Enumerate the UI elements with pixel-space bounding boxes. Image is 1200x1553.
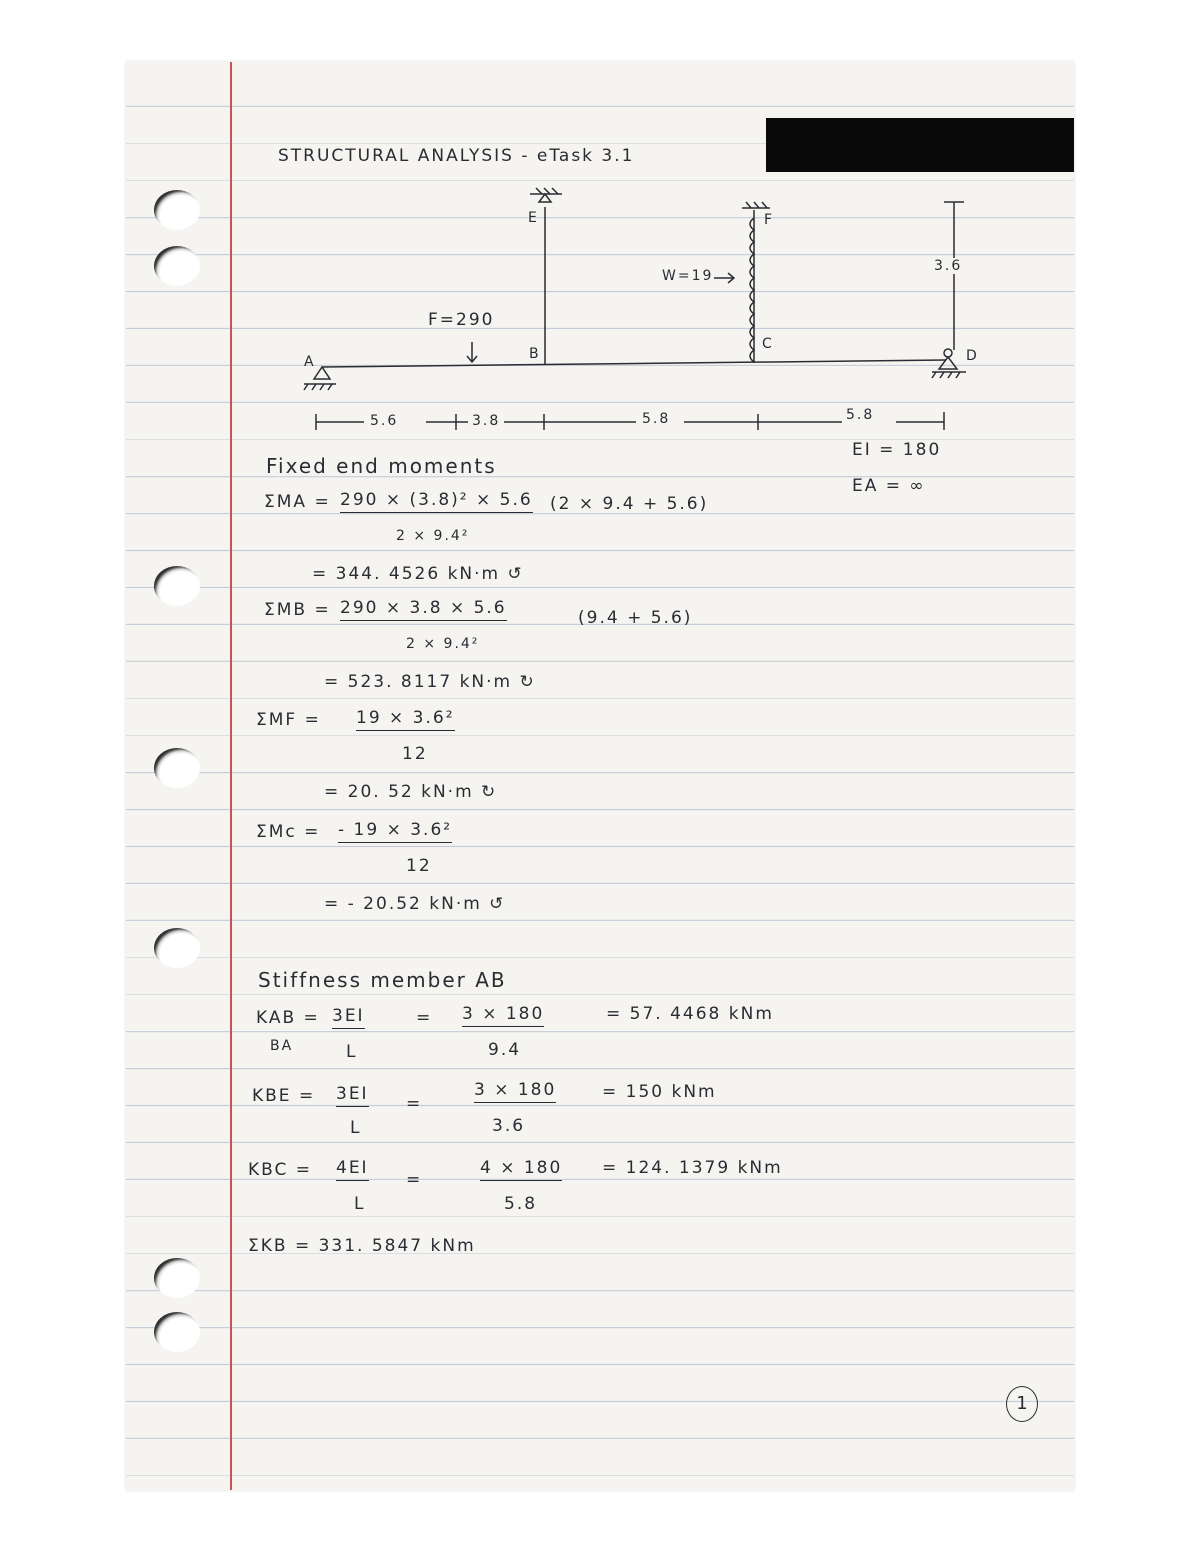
mc-result: = - 20.52 kN·m ↺ xyxy=(324,894,506,914)
mb-numerator: 290 × 3.8 × 5.6 xyxy=(340,598,507,621)
kbc-label: KBC = xyxy=(248,1160,313,1180)
kbe-formula-numerator: 3EI xyxy=(336,1084,369,1107)
kbc-denominator: 5.8 xyxy=(504,1194,538,1214)
kab-denominator: 9.4 xyxy=(488,1040,522,1060)
kbc-formula-denominator: L xyxy=(354,1194,366,1214)
binder-hole xyxy=(154,1258,200,1298)
span-label: 5.6 xyxy=(370,413,399,429)
binder-hole xyxy=(154,1312,200,1352)
point-load-label: F=290 xyxy=(428,310,495,330)
mf-numerator: 19 × 3.6² xyxy=(356,708,455,731)
kbc-formula-numerator: 4EI xyxy=(336,1158,369,1181)
mc-denominator: 12 xyxy=(406,856,432,876)
node-label-f: F xyxy=(764,212,775,228)
node-label-a: A xyxy=(304,354,316,370)
kab-result: = 57. 4468 kNm xyxy=(606,1004,774,1024)
notebook-page xyxy=(126,62,1074,1490)
ma-factor: (2 × 9.4 + 5.6) xyxy=(550,494,709,514)
stiffness-heading: Stiffness member AB xyxy=(258,968,507,992)
node-label-b: B xyxy=(529,346,541,362)
mb-label: ΣMB = xyxy=(264,600,331,620)
binder-hole xyxy=(154,566,200,606)
span-label: 3.8 xyxy=(472,413,501,429)
mb-factor: (9.4 + 5.6) xyxy=(578,608,693,628)
beam-line xyxy=(322,360,946,367)
mf-label: ΣMF = xyxy=(256,710,321,730)
mc-label: ΣMc = xyxy=(256,822,321,842)
ma-denominator: 2 × 9.4² xyxy=(396,528,470,544)
kab-equals: = xyxy=(416,1008,433,1028)
mf-result: = 20. 52 kN·m ↻ xyxy=(324,782,498,802)
kab-formula-numerator: 3EI xyxy=(332,1006,365,1029)
kbe-numerator: 3 × 180 xyxy=(474,1080,556,1103)
pin-support-a xyxy=(314,367,330,379)
kbe-denominator: 3.6 xyxy=(492,1116,526,1136)
ma-label: ΣMA = xyxy=(264,492,331,512)
mc-numerator: - 19 × 3.6² xyxy=(338,820,452,843)
page-title: STRUCTURAL ANALYSIS - eTask 3.1 xyxy=(278,146,635,166)
property-ei: EI = 180 xyxy=(852,440,942,460)
kbe-formula-denominator: L xyxy=(350,1118,362,1138)
node-label-c: C xyxy=(762,336,774,352)
ma-numerator: 290 × (3.8)² × 5.6 xyxy=(340,490,533,513)
kbe-equals: = xyxy=(406,1094,423,1114)
mf-denominator: 12 xyxy=(402,744,428,764)
span-label: 5.8 xyxy=(642,411,671,427)
property-ea: EA = ∞ xyxy=(852,476,926,496)
binder-hole xyxy=(154,928,200,968)
mb-result: = 523. 8117 kN·m ↻ xyxy=(324,672,536,692)
fixed-end-heading: Fixed end moments xyxy=(266,454,497,478)
node-label-d: D xyxy=(966,348,979,364)
kbe-result: = 150 kNm xyxy=(602,1082,717,1102)
kab-subscript: BA xyxy=(270,1038,294,1054)
kbc-numerator: 4 × 180 xyxy=(480,1158,562,1181)
kbc-result: = 124. 1379 kNm xyxy=(602,1158,783,1178)
ma-result: = 344. 4526 kN·m ↺ xyxy=(312,564,524,584)
kab-label: KAB = xyxy=(256,1008,320,1028)
mb-denominator: 2 × 9.4² xyxy=(406,636,480,652)
kbc-equals: = xyxy=(406,1170,423,1190)
kab-formula-denominator: L xyxy=(346,1042,358,1062)
page-number: 1 xyxy=(1006,1386,1038,1422)
span-label: 5.8 xyxy=(846,407,875,423)
column-height-label: 3.6 xyxy=(934,258,963,274)
binder-hole xyxy=(154,748,200,788)
distributed-load-label: W=19 xyxy=(662,268,714,284)
kb-total: ΣKB = 331. 5847 kNm xyxy=(248,1236,476,1256)
kab-numerator: 3 × 180 xyxy=(462,1004,544,1027)
structure-diagram xyxy=(126,62,1074,442)
kbe-label: KBE = xyxy=(252,1086,316,1106)
node-label-e: E xyxy=(528,210,539,226)
